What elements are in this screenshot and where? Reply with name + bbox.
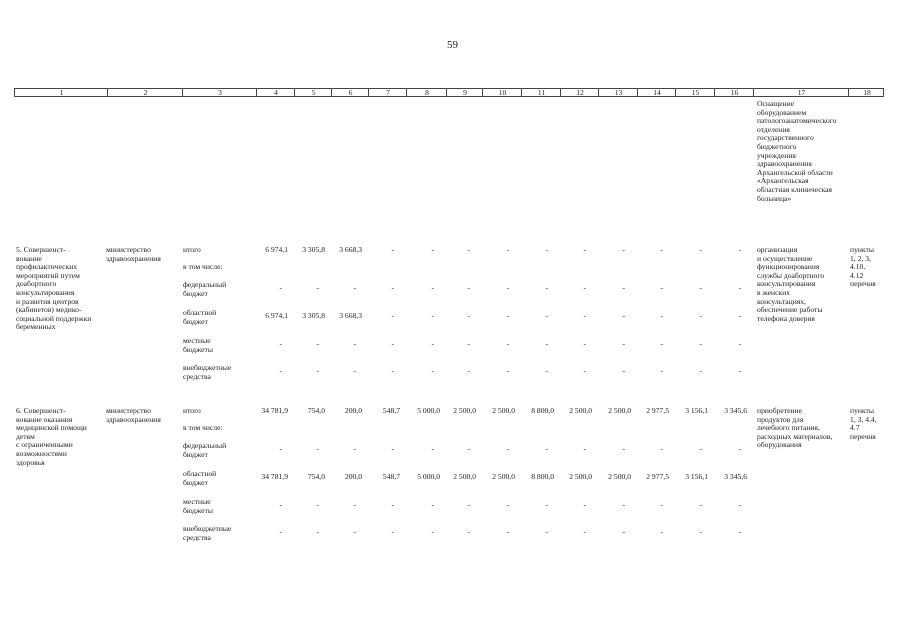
empty-value-dash: - <box>660 527 663 536</box>
expected-result-line: и осуществление <box>757 253 813 263</box>
measure-name-line: доабортного <box>16 279 57 289</box>
empty-value-dash: - <box>699 527 702 536</box>
empty-value-dash: - <box>391 444 394 453</box>
empty-value-dash: - <box>316 339 319 348</box>
measure-name-line: профилактических <box>16 262 78 272</box>
column-number-row <box>14 88 884 97</box>
funding-value: 2 500,0 <box>569 406 592 415</box>
expected-result-line: лечебного питания, <box>757 423 820 433</box>
empty-value-dash: - <box>353 444 356 453</box>
funding-value: 754,0 <box>307 472 325 481</box>
measure-name-line: вование <box>16 253 42 263</box>
measure-name-line: детям <box>16 431 35 441</box>
empty-value-dash: - <box>467 311 470 320</box>
empty-value-dash: - <box>660 245 663 254</box>
measure-name-line: (кабинетов) медико- <box>16 305 82 315</box>
empty-value-dash: - <box>431 311 434 320</box>
funding-source-line: федеральный <box>183 441 227 450</box>
empty-value-dash: - <box>431 444 434 453</box>
carry-over-result-line: здравоохранения <box>757 159 812 169</box>
executor-line: министерство <box>106 245 151 254</box>
funding-value: 3 305,8 <box>302 311 325 320</box>
indicator-link-line: 1, 2, 3, <box>850 253 871 263</box>
empty-value-dash: - <box>699 283 702 292</box>
column-number: 4 <box>274 88 278 97</box>
empty-value-dash: - <box>279 283 282 292</box>
measure-name-line: возможностями <box>16 449 67 458</box>
expected-result-line: функционирования <box>757 262 820 272</box>
empty-value-dash: - <box>431 500 434 509</box>
empty-value-dash: - <box>506 527 509 536</box>
funding-source-line: местные <box>183 336 211 345</box>
empty-value-dash: - <box>506 444 509 453</box>
empty-value-dash: - <box>545 500 548 509</box>
empty-value-dash: - <box>545 283 548 292</box>
expected-result-line: службы доабортного <box>757 270 825 280</box>
empty-value-dash: - <box>699 245 702 254</box>
empty-value-dash: - <box>583 339 586 348</box>
funding-value: 2 977,5 <box>646 472 669 481</box>
empty-value-dash: - <box>506 339 509 348</box>
funding-source-line: итого <box>183 406 201 415</box>
column-number: 8 <box>425 88 429 97</box>
funding-value: 3 305,8 <box>302 245 325 254</box>
column-number: 12 <box>576 88 584 97</box>
carry-over-result-line: областная клиническая <box>757 185 833 194</box>
empty-value-dash: - <box>316 500 319 509</box>
page-number: 59 <box>447 39 458 51</box>
column-number: 2 <box>143 88 148 97</box>
carry-over-result-line: Оснащение <box>757 99 795 108</box>
empty-value-dash: - <box>431 339 434 348</box>
empty-value-dash: - <box>467 283 470 292</box>
measure-name-line: мероприятий путем <box>16 270 80 280</box>
funding-value: 548,7 <box>382 472 400 481</box>
empty-value-dash: - <box>699 366 702 375</box>
expected-result-line: консультирования <box>757 279 816 289</box>
measure-name-line: здоровья <box>16 457 45 467</box>
funding-source-line: бюджеты <box>183 344 213 354</box>
funding-value: 5 000,0 <box>417 406 440 415</box>
empty-value-dash: - <box>583 311 586 320</box>
empty-value-dash: - <box>467 444 470 453</box>
funding-value: 3 345,6 <box>724 472 747 481</box>
executor-line: министерство <box>106 406 151 415</box>
empty-value-dash: - <box>316 527 319 536</box>
indicator-link-line: 1, 3, 4.4, <box>850 414 877 424</box>
empty-value-dash: - <box>545 527 548 536</box>
funding-value: 8 800,0 <box>531 406 554 415</box>
carry-over-result-line: отделения <box>757 124 790 134</box>
funding-source-line: в том числе: <box>183 423 223 432</box>
expected-result-line: приобретение <box>757 406 802 415</box>
expected-result-line: продуктов для <box>757 414 804 424</box>
column-number: 14 <box>653 88 661 97</box>
empty-value-dash: - <box>738 527 741 536</box>
empty-value-dash: - <box>316 366 319 375</box>
empty-value-dash: - <box>506 245 509 254</box>
measure-name-line: и развития центров <box>16 296 79 306</box>
indicator-link-line: перечня <box>850 279 876 289</box>
empty-value-dash: - <box>738 366 741 375</box>
empty-value-dash: - <box>316 444 319 453</box>
empty-value-dash: - <box>353 527 356 536</box>
empty-value-dash: - <box>583 500 586 509</box>
empty-value-dash: - <box>431 527 434 536</box>
empty-value-dash: - <box>467 245 470 254</box>
measure-name-line: 5. Совершенст- <box>16 245 66 254</box>
column-number: 13 <box>614 88 623 97</box>
funding-source-line: бюджет <box>183 288 208 298</box>
empty-value-dash: - <box>583 245 586 254</box>
column-number: 3 <box>218 88 222 97</box>
empty-value-dash: - <box>545 339 548 348</box>
empty-value-dash: - <box>622 366 625 375</box>
funding-source-line: областной <box>183 308 217 317</box>
empty-value-dash: - <box>622 339 625 348</box>
funding-value: 5 000,0 <box>417 472 440 481</box>
funding-source-line: федеральный <box>183 280 227 289</box>
empty-value-dash: - <box>622 283 625 292</box>
empty-value-dash: - <box>660 311 663 320</box>
empty-value-dash: - <box>660 283 663 292</box>
empty-value-dash: - <box>506 311 509 320</box>
funding-value: 2 500,0 <box>492 406 515 415</box>
indicator-link-line: перечня <box>850 431 876 441</box>
measure-name-line: с ограниченными <box>16 440 73 450</box>
empty-value-dash: - <box>279 527 282 536</box>
funding-source-line: средства <box>183 371 211 381</box>
empty-value-dash: - <box>391 311 394 320</box>
funding-value: 2 977,5 <box>646 406 669 415</box>
funding-value: 6 974,1 <box>265 245 288 254</box>
empty-value-dash: - <box>431 366 434 375</box>
empty-value-dash: - <box>353 283 356 292</box>
empty-value-dash: - <box>545 366 548 375</box>
carry-over-result-line: оборудованием <box>757 107 807 117</box>
funding-value: 3 156,1 <box>685 406 708 415</box>
funding-value: 2 500,0 <box>492 472 515 481</box>
column-number: 18 <box>863 88 871 97</box>
empty-value-dash: - <box>545 245 548 254</box>
funding-value: 3 156,1 <box>685 472 708 481</box>
funding-source-line: местные <box>183 497 211 506</box>
carry-over-result-line: «Архангельская <box>757 176 809 186</box>
funding-value: 2 500,0 <box>569 472 592 481</box>
carry-over-result-line: государственного <box>757 133 814 143</box>
empty-value-dash: - <box>622 311 625 320</box>
funding-value: 754,0 <box>307 406 325 415</box>
empty-value-dash: - <box>699 311 702 320</box>
empty-value-dash: - <box>738 339 741 348</box>
carry-over-result-line: патологоанатомического <box>757 116 837 126</box>
funding-source-line: бюджет <box>183 449 208 459</box>
empty-value-dash: - <box>699 444 702 453</box>
funding-source-line: средства <box>183 532 211 542</box>
empty-value-dash: - <box>660 444 663 453</box>
column-number: 17 <box>797 88 806 97</box>
funding-source-line: внебюджетные <box>183 363 232 372</box>
empty-value-dash: - <box>583 283 586 292</box>
measure-name-line: консультирования <box>16 288 75 297</box>
column-number: 7 <box>386 88 390 97</box>
empty-value-dash: - <box>279 500 282 509</box>
empty-value-dash: - <box>279 366 282 375</box>
funding-value: 2 500,0 <box>608 406 631 415</box>
empty-value-dash: - <box>545 444 548 453</box>
funding-source-line: областной <box>183 469 217 478</box>
column-number: 16 <box>730 88 739 97</box>
empty-value-dash: - <box>699 500 702 509</box>
empty-value-dash: - <box>506 283 509 292</box>
funding-value: 8 800,0 <box>531 472 554 481</box>
column-number: 6 <box>348 88 353 97</box>
funding-value: 34 781,9 <box>261 472 288 481</box>
carry-over-result-line: бюджетного <box>757 142 797 151</box>
expected-result-line: телефона доверия <box>757 313 815 323</box>
expected-result-line: обеспечение работы <box>757 305 823 315</box>
column-number: 5 <box>311 88 316 97</box>
funding-value: 200,0 <box>344 472 362 481</box>
empty-value-dash: - <box>622 527 625 536</box>
empty-value-dash: - <box>738 444 741 453</box>
indicator-link-line: 4.10, <box>850 262 866 272</box>
empty-value-dash: - <box>391 283 394 292</box>
funding-source-line: бюджет <box>183 477 208 487</box>
empty-value-dash: - <box>391 500 394 509</box>
empty-value-dash: - <box>467 339 470 348</box>
empty-value-dash: - <box>622 444 625 453</box>
measure-name-line: медицинской помощи <box>16 423 87 433</box>
funding-value: 3 668,3 <box>339 245 362 254</box>
empty-value-dash: - <box>545 311 548 320</box>
indicator-link-line: 4.7 <box>850 423 860 433</box>
empty-value-dash: - <box>316 283 319 292</box>
empty-value-dash: - <box>391 527 394 536</box>
column-number: 11 <box>537 88 546 97</box>
empty-value-dash: - <box>583 444 586 453</box>
carry-over-result-line: больница» <box>757 193 792 203</box>
empty-value-dash: - <box>660 366 663 375</box>
indicator-link-line: пункты <box>850 406 874 415</box>
expected-result-line: в женских <box>757 288 790 297</box>
empty-value-dash: - <box>467 500 470 509</box>
empty-value-dash: - <box>583 366 586 375</box>
funding-value: 2 500,0 <box>453 406 476 415</box>
indicator-link-line: 4.12 <box>850 270 864 280</box>
carry-over-result-line: учреждения <box>757 150 796 160</box>
expected-result-line: организация <box>757 245 798 254</box>
funding-source-line: бюджет <box>183 316 208 326</box>
empty-value-dash: - <box>738 283 741 292</box>
empty-value-dash: - <box>506 366 509 375</box>
measure-name-line: вование оказания <box>16 414 73 424</box>
empty-value-dash: - <box>583 527 586 536</box>
empty-value-dash: - <box>467 366 470 375</box>
empty-value-dash: - <box>391 339 394 348</box>
empty-value-dash: - <box>738 311 741 320</box>
empty-value-dash: - <box>660 339 663 348</box>
measure-name-line: беременных <box>16 322 56 332</box>
funding-value: 2 500,0 <box>453 472 476 481</box>
empty-value-dash: - <box>279 444 282 453</box>
column-number: 10 <box>498 88 507 97</box>
executor-line: здравоохранения <box>106 414 161 424</box>
column-number: 9 <box>463 88 467 97</box>
funding-value: 3 668,3 <box>339 311 362 320</box>
empty-value-dash: - <box>431 245 434 254</box>
carry-over-result-line: Архангельской области <box>757 167 833 177</box>
empty-value-dash: - <box>391 366 394 375</box>
measure-name-line: социальной поддержки <box>16 313 92 323</box>
executor-line: здравоохранения <box>106 253 161 263</box>
empty-value-dash: - <box>431 283 434 292</box>
empty-value-dash: - <box>506 500 509 509</box>
funding-source-line: бюджеты <box>183 505 213 515</box>
empty-value-dash: - <box>353 500 356 509</box>
empty-value-dash: - <box>622 245 625 254</box>
empty-value-dash: - <box>279 339 282 348</box>
empty-value-dash: - <box>699 339 702 348</box>
empty-value-dash: - <box>660 500 663 509</box>
empty-value-dash: - <box>353 339 356 348</box>
empty-value-dash: - <box>353 366 356 375</box>
empty-value-dash: - <box>467 527 470 536</box>
funding-value: 6 974,1 <box>265 311 288 320</box>
empty-value-dash: - <box>622 500 625 509</box>
column-number: 15 <box>691 88 700 97</box>
funding-value: 2 500,0 <box>608 472 631 481</box>
column-number: 1 <box>59 88 64 97</box>
funding-source-line: итого <box>183 245 201 254</box>
empty-value-dash: - <box>738 245 741 254</box>
funding-source-line: в том числе: <box>183 262 223 271</box>
expected-result-line: оборудования <box>757 440 802 450</box>
measure-name-line: 6. Совершенст- <box>16 406 66 415</box>
funding-value: 34 781,9 <box>261 406 288 415</box>
expected-result-line: расходных материалов, <box>757 431 833 441</box>
funding-value: 548,7 <box>382 406 400 415</box>
funding-source-line: внебюджетные <box>183 524 232 533</box>
funding-value: 200,0 <box>344 406 362 415</box>
empty-value-dash: - <box>391 245 394 254</box>
expected-result-line: консультациях, <box>757 296 806 306</box>
empty-value-dash: - <box>738 500 741 509</box>
funding-value: 3 345,6 <box>724 406 747 415</box>
indicator-link-line: пункты <box>850 245 874 254</box>
